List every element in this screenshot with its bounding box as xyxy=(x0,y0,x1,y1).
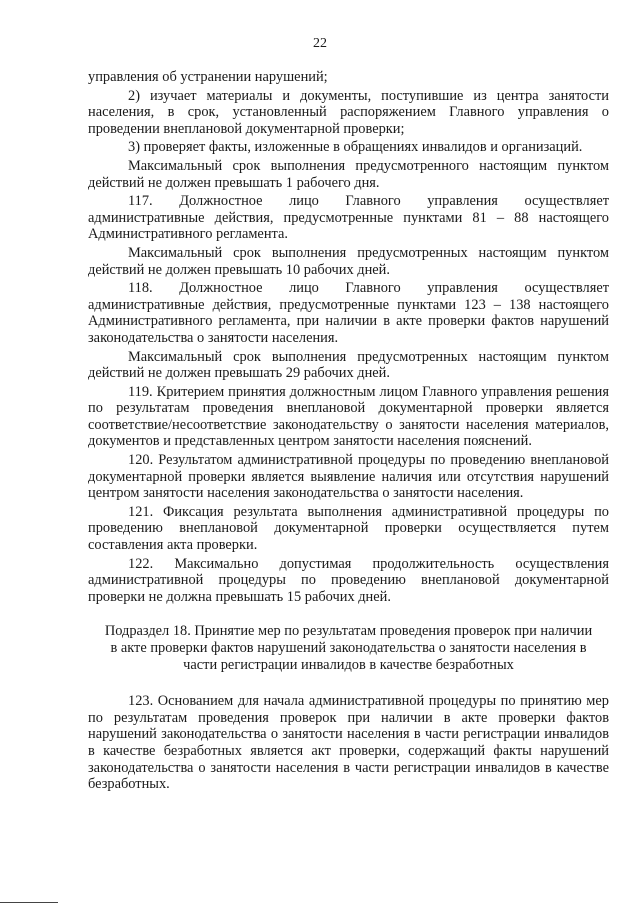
paragraph: 122. Максимально допустимая продолжительность осуществления административной процедуры по проведению внеплановой документарной проверки не должна превышать 15 рабочих дней. xyxy=(88,555,609,605)
subsection-heading: Подраздел 18. Принятие мер по результатам проведения проверок при наличии в акте проверки фактов нарушений законодательства о занятости населения в части регистрации инвалидов в качестве безработных xyxy=(104,623,593,673)
page-number: 22 xyxy=(313,36,327,51)
paragraph: 121. Фиксация результата выполнения административной процедуры по проведению внеплановой документарной проверки осуществляется путем составления акта проверки. xyxy=(88,503,609,554)
paragraph: 123. Основанием для начала административной процедуры по принятию мер по результатам проведения проверок при наличии в акте проверки фактов нарушений законодательства о занятости населения в части регистрации инвалидов в качестве безработных является акт проверки, содержащий факты нарушений законодательства о занятости населения в части регистрации инвалидов в качестве безработных. xyxy=(88,693,609,793)
paragraph: 120. Результатом административной процедуры по проведению внеплановой документарной проверки является выявление наличия или отсутствия нарушений центром занятости населения законодательства о занятости населения. xyxy=(88,452,609,502)
paragraph: Максимальный срок выполнения предусмотренных настоящим пунктом действий не должен превышать 10 рабочих дней. xyxy=(88,244,609,278)
paragraph: Максимальный срок выполнения предусмотренных настоящим пунктом действий не должен превышать 29 рабочих дней. xyxy=(88,348,609,382)
paragraph: управления об устранении нарушений; xyxy=(88,69,328,85)
paragraph: 119. Критерием принятия должностным лицом Главного управления решения по результатам проведения внеплановой документарной проверки является соответствие/несоответствие законодательству о занятости населения материалов, документов и представленных центром занятости населения пояснений. xyxy=(88,383,609,450)
paragraph: Максимальный срок выполнения предусмотренного настоящим пунктом действий не должен превышать 1 рабочего дня. xyxy=(88,157,609,191)
document-body xyxy=(88,69,609,795)
paragraphs-after-heading xyxy=(88,693,609,793)
paragraph: 118. Должностное лицо Главного управления осуществляет административные действия, предусмотренные пунктами 123 – 138 настоящего Административного регламента, при наличии в акте проверки фактов нарушений законодательства о занятости населения. xyxy=(88,280,609,346)
paragraphs-before-heading xyxy=(88,69,609,605)
paragraph: 2) изучает материалы и документы, поступившие из центра занятости населения, в срок, установленный распоряжением Главного управления о проведении внеплановой документарной проверки; xyxy=(88,87,609,137)
paragraph: 117. Должностное лицо Главного управления осуществляет административные действия, предусмотренные пунктами 81 – 88 настоящего Административного регламента. xyxy=(88,193,609,243)
scan-edge-mark xyxy=(0,902,58,903)
paragraph: 3) проверяет факты, изложенные в обращениях инвалидов и организаций. xyxy=(128,139,583,156)
